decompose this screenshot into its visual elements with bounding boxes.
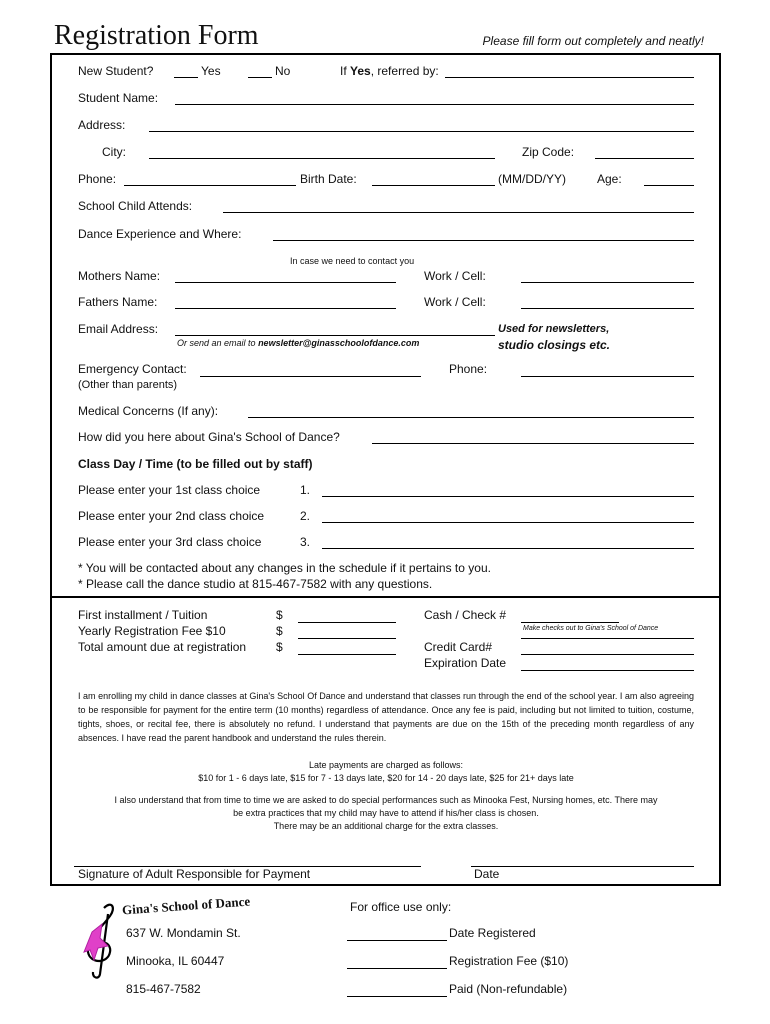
email-label: Email Address: [78, 322, 159, 336]
credit-card-field[interactable] [521, 654, 694, 655]
emergency-phone-label: Phone: [449, 362, 488, 376]
choice-3-field[interactable] [322, 548, 694, 549]
age-label: Age: [597, 172, 622, 186]
office-use-heading: For office use only: [350, 900, 452, 914]
extra-practice-2: be extra practices that my child may have to attend if his/her class is chosen. [233, 808, 539, 818]
address-label: Address: [78, 118, 126, 132]
emergency-phone-field[interactable] [521, 376, 694, 377]
hear-about-label: How did you here about Gina's School of Dance? [78, 430, 340, 444]
phone-label: Phone: [78, 172, 117, 186]
credit-card-label: Credit Card# [424, 640, 493, 654]
mothers-work-field[interactable] [521, 282, 694, 283]
choice-2-field[interactable] [322, 522, 694, 523]
paid-label: Paid (Non-refundable) [449, 982, 568, 996]
date-label: Date [474, 867, 500, 881]
phone-notice: * Please call the dance studio at 815-467-7582 with any questions. [78, 577, 433, 591]
date-registered-label: Date Registered [449, 926, 536, 940]
yes-blank[interactable] [174, 77, 198, 78]
cash-check-label: Cash / Check # [424, 608, 507, 622]
paid-field[interactable] [347, 996, 447, 997]
first-installment-field[interactable] [298, 622, 396, 623]
late-fees-schedule: $10 for 1 - 6 days late, $15 for 7 - 13 days late, $20 for 14 - 20 days late, $25 for 21+ days late [198, 773, 574, 783]
fathers-name-label: Fathers Name: [78, 295, 158, 309]
reg-fee-field[interactable] [347, 968, 447, 969]
yearly-fee-field[interactable] [298, 638, 396, 639]
birth-date-field[interactable] [372, 185, 495, 186]
zip-field[interactable] [595, 158, 694, 159]
no-blank[interactable] [248, 77, 272, 78]
date-registered-field[interactable] [347, 940, 447, 941]
yes-label: Yes [201, 64, 221, 78]
email-note: Or send an email to newsletter@ginasschoolofdance.com [177, 338, 420, 348]
new-student-label: New Student? [78, 64, 154, 78]
medical-field[interactable] [248, 417, 694, 418]
city-label: City: [102, 145, 126, 159]
choice-3-label: Please enter your 3rd class choice [78, 535, 262, 549]
reg-fee-label: Registration Fee ($10) [449, 954, 569, 968]
date-format-label: (MM/DD/YY) [498, 172, 566, 186]
fathers-name-field[interactable] [175, 308, 396, 309]
phone-field[interactable] [124, 185, 296, 186]
city-field[interactable] [149, 158, 495, 159]
experience-field[interactable] [273, 240, 694, 241]
class-day-heading: Class Day / Time (to be filled out by staff) [78, 457, 313, 471]
contact-note: In case we need to contact you [290, 256, 415, 266]
cash-check-field[interactable] [521, 622, 619, 623]
medical-label: Medical Concerns (If any): [78, 404, 219, 418]
address-city: Minooka, IL 60447 [126, 954, 225, 968]
school-field[interactable] [223, 212, 694, 213]
signature-label: Signature of Adult Responsible for Payment [78, 867, 311, 881]
hear-about-field[interactable] [372, 443, 694, 444]
checks-note-line [521, 638, 694, 639]
email-field[interactable] [175, 335, 495, 336]
checks-note: Make checks out to Gina's School of Dance [523, 625, 659, 632]
choice-3-number: 3. [300, 535, 311, 549]
school-label: School Child Attends: [78, 199, 193, 213]
total-due-field[interactable] [298, 654, 396, 655]
first-installment-dollar: $ [276, 608, 283, 622]
mothers-name-field[interactable] [175, 282, 396, 283]
address-street: 637 W. Mondamin St. [126, 926, 241, 940]
experience-label: Dance Experience and Where: [78, 227, 242, 241]
fathers-work-field[interactable] [521, 308, 694, 309]
mothers-work-label: Work / Cell: [424, 269, 486, 283]
choice-1-label: Please enter your 1st class choice [78, 483, 261, 497]
emergency-field[interactable] [200, 376, 421, 377]
mothers-name-label: Mothers Name: [78, 269, 161, 283]
fathers-work-label: Work / Cell: [424, 295, 486, 309]
referred-field[interactable] [445, 77, 694, 78]
choice-2-number: 2. [300, 509, 311, 523]
schedule-notice: * You will be contacted about any changes in the schedule if it pertains to you. [78, 561, 491, 575]
yearly-fee-label: Yearly Registration Fee $10 [78, 624, 226, 638]
emergency-label: Emergency Contact: [78, 362, 187, 376]
extra-practice-3: There may be an additional charge for the extra classes. [273, 821, 499, 831]
age-field[interactable] [644, 185, 694, 186]
date-field[interactable] [471, 866, 694, 867]
choice-2-label: Please enter your 2nd class choice [78, 509, 265, 523]
total-due-dollar: $ [276, 640, 283, 654]
yearly-fee-dollar: $ [276, 624, 283, 638]
birth-date-label: Birth Date: [300, 172, 357, 186]
total-due-label: Total amount due at registration [78, 640, 247, 654]
choice-1-number: 1. [300, 483, 311, 497]
choice-1-field[interactable] [322, 496, 694, 497]
student-name-label: Student Name: [78, 91, 159, 105]
school-phone: 815-467-7582 [126, 982, 201, 996]
agreement-paragraph: I am enrolling my child in dance classes at Gina's School Of Dance and understand that classes run through the end of the school year. I am also agreeing to be responsible for payment for the entire term (10 months) regardless of attendance. Once any fee is paid, including but not limited to tuition, costume, tights, shoes, or recital fee, there is absolutely no refund. I understand that payments are due on the 15th of the preceding month regardless of any absences. I have read the parent handbook and understand the rules therein. [78, 691, 694, 743]
zip-label: Zip Code: [522, 145, 575, 159]
no-label: No [275, 64, 291, 78]
first-installment-label: First installment / Tuition [78, 608, 208, 622]
form-instruction: Please fill form out completely and neatly! [482, 34, 704, 48]
extra-practice-1: I also understand that from time to time we are asked to do special performances such as Minooka Fest, Nursing homes, etc. There may [114, 795, 658, 805]
referred-label: If Yes, referred by: [340, 64, 439, 78]
form-title: Registration Form [54, 20, 259, 51]
address-field[interactable] [149, 131, 694, 132]
expiration-label: Expiration Date [424, 656, 507, 670]
expiration-field[interactable] [521, 670, 694, 671]
student-name-field[interactable] [175, 104, 694, 105]
late-fees-title: Late payments are charged as follows: [308, 760, 464, 770]
emergency-note: (Other than parents) [78, 379, 178, 391]
newsletter-note-1: Used for newsletters, [498, 323, 610, 335]
newsletter-note-2: studio closings etc. [498, 338, 611, 352]
logo-text: Gina's School of Dance [121, 893, 251, 918]
section-divider [50, 596, 721, 598]
